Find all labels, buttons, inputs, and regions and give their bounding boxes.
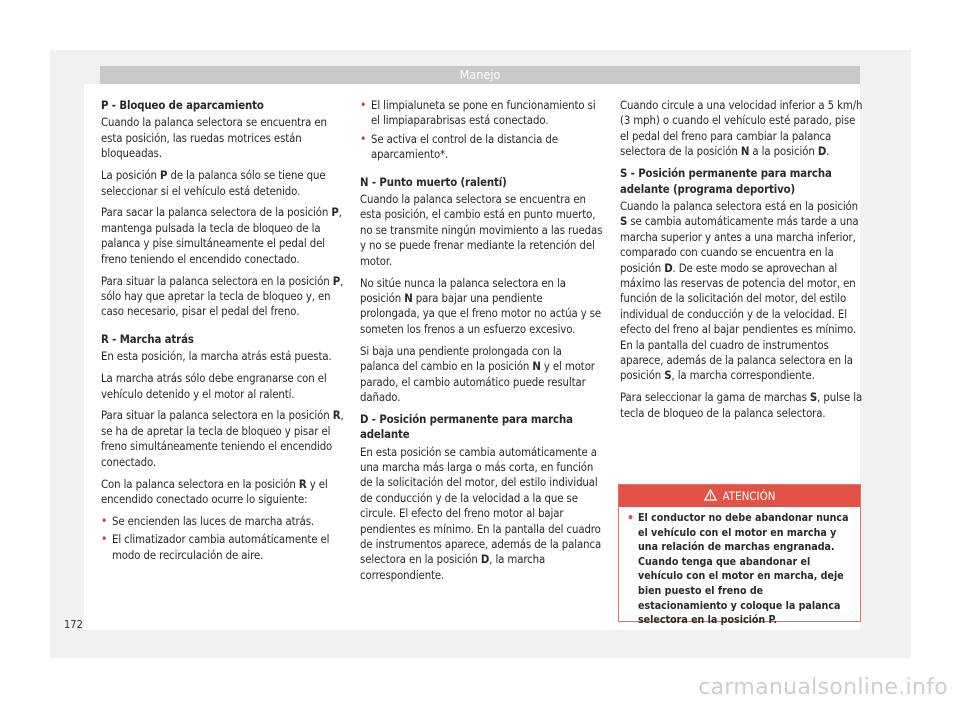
paragraph: Para seleccionar la gama de marchas S, pulse la tecla de bloqueo de la palanca selectora. — [620, 391, 863, 420]
column-2 — [360, 98, 603, 590]
paragraph: La posición P de la palanca sólo se tiene que seleccionar si el vehículo está detenido. — [101, 169, 326, 198]
list-item: • Se encienden las luces de marcha atrás. — [101, 513, 315, 528]
paragraph: Cuando la palanca selectora está en la posición S se cambia automáticamente más tarde a una marcha superior y antes a una marcha inferior, comparado con cuando se encuentra en la posición D. De este modo se aprovechan al máximo las reservas de potencia del motor, en función de la solicitación del motor, del estilo individual de conducción y de la velocidad. El efecto del freno al bajar pendientes es mínimo. En la pantalla del cuadro de instrumentos aparece, además de la palanca selectora en la posición S, la marcha correspondiente. — [620, 199, 859, 383]
bullet-icon: • — [360, 131, 367, 146]
bullet-icon: • — [101, 513, 108, 528]
paragraph: Cuando la palanca selectora se encuentra en esta posición, el cambio está en punto muerto, no se transmite ningún movimiento a las ruedas y no se puede frenar mediante la retención del motor. — [360, 193, 603, 268]
paragraph: En esta posición, la marcha atrás está puesta. — [101, 350, 332, 364]
paragraph: Cuando circule a una velocidad inferior a 5 km/h (3 mph) o cuando el vehículo esté parado, pise el pedal del freno para cambiar la palanca selectora de la posición N a la posición D. — [620, 99, 863, 159]
heading-r-reverse: R - Marcha atrás — [101, 332, 194, 346]
paragraph: Para situar la palanca selectora en la posición R, se ha de apretar la tecla de bloqueo y pisar el freno simultáneamente teniendo el encendido conectado. — [101, 409, 344, 469]
watermark: carmanualsonline.info — [698, 675, 948, 700]
paragraph: Con la palanca selectora en la posición R y el encendido conectado ocurre lo siguiente: — [101, 477, 328, 506]
heading-s-sport: S - Posición permanente para marcha adelante (programa deportivo) — [620, 167, 832, 196]
bullet-icon: • — [360, 98, 367, 112]
paragraph: Para situar la palanca selectora en la posición P, sólo hay que apretar la tecla de bloqueo y, en caso necesario, pisar el pedal del freno. — [101, 274, 344, 319]
section-header — [100, 66, 860, 84]
paragraph: Para sacar la palanca selectora de la posición P, mantenga pulsada la tecla de bloqueo de la palanca y pise simultáneamente el pedal del freno teniendo el encendido conectado. — [101, 206, 342, 266]
list-item: • El limpialuneta se pone en funcionamiento si el limpiaparabrisas está conectado. — [360, 98, 596, 128]
warning-box — [618, 484, 861, 627]
list-item: • El climatizador cambia automáticamente el modo de recirculación de aire. — [101, 532, 330, 562]
paragraph: No sitúe nunca la palanca selectora en la posición N para bajar una pendiente prolongada, ya que el freno motor no actúa y se someten los frenos a un esfuerzo excesivo. — [360, 276, 602, 336]
bullet-icon: • — [101, 532, 108, 547]
warning-triangle-icon — [704, 486, 717, 508]
warning-header — [619, 485, 860, 507]
paragraph: En esta posición se cambia automáticamente a una marcha más larga o más corta, en función de la solicitación del motor, del estilo individual de conducción y de la velocidad a la que se circule. El efecto del freno motor al bajar pendientes es mínimo. En la pantalla del cuadro de instrumentos aparece, además de la palanca selectora en la posición D, la marcha correspondiente. — [360, 445, 602, 582]
section-title: Manejo — [459, 67, 501, 82]
page-number: 172 — [64, 618, 83, 631]
heading-p-park: P - Bloqueo de aparcamiento — [101, 99, 264, 112]
paragraph: Si baja una pendiente prolongada con la palanca del cambio en la posición N y el motor parado, el cambio automático puede resultar dañado. — [360, 344, 595, 404]
list-item: • Se activa el control de la distancia de aparcamiento*. — [360, 131, 558, 162]
heading-d-drive: D - Posición permanente para marcha adelante — [360, 412, 573, 442]
bullet-icon: • — [627, 511, 634, 525]
warning-text: • El conductor no debe abandonar nunca el vehículo con el motor en marcha y una relación de marchas engranada. Cuando tenga que abandonar el vehículo con el motor en marcha, deje bien puesto el freno de estacionamiento y coloque la palanca selectora en la posición P. — [627, 511, 849, 627]
column-1 — [101, 98, 344, 566]
paragraph: Cuando la palanca selectora se encuentra en esta posición, las ruedas motrices están bloqueadas. — [101, 116, 327, 161]
paragraph: La marcha atrás sólo debe engranarse con el vehículo detenido y el motor al ralentí. — [101, 372, 327, 401]
column-3 — [620, 98, 863, 428]
heading-n-neutral: N - Punto muerto (ralentí) — [360, 175, 507, 189]
warning-title: ATENCIÓN — [722, 489, 776, 503]
